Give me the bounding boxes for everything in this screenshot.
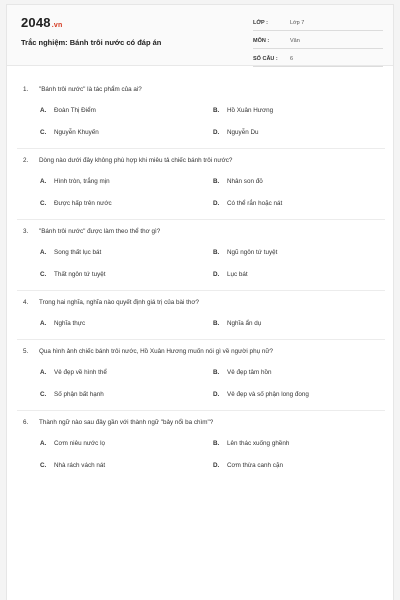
option-letter: D. [213, 462, 220, 469]
quiz-meta [253, 17, 383, 71]
option-b[interactable] [213, 249, 277, 256]
question-stem [23, 348, 273, 355]
site-logo[interactable] [21, 15, 62, 30]
option-d[interactable] [213, 200, 282, 207]
option-text: Nguyễn Du [227, 129, 259, 136]
option-letter: A. [40, 178, 47, 185]
question-stem [23, 157, 232, 164]
meta-label: MÔN : [253, 38, 270, 44]
question-text: Thành ngữ nào sau đây gần với thành ngữ "bảy nổi ba chìm"? [39, 419, 214, 426]
option-text: Thất ngôn tứ tuyệt [54, 271, 106, 278]
option-text: Song thất lục bát [54, 249, 102, 256]
meta-row-count [253, 53, 383, 67]
question-stem [23, 228, 160, 235]
option-text: Vẻ đẹp về hình thể [54, 369, 107, 376]
option-letter: A. [40, 440, 47, 447]
option-text: Vẻ đẹp tâm hồn [227, 369, 272, 376]
meta-row-subject [253, 35, 383, 49]
question-divider [17, 148, 385, 149]
option-text: Cơm thừa canh cặn [227, 462, 283, 469]
meta-label: SỐ CÂU : [253, 56, 278, 62]
option-letter: A. [40, 320, 47, 327]
meta-label: LỚP : [253, 20, 268, 26]
option-a[interactable] [40, 369, 107, 376]
option-letter: B. [213, 369, 220, 376]
option-text: Vẻ đẹp và số phận long đong [227, 391, 309, 398]
question-divider [17, 410, 385, 411]
option-b[interactable] [213, 440, 289, 447]
option-text: Lục bát [227, 271, 248, 278]
question-number: 4. [23, 299, 29, 306]
option-d[interactable] [213, 129, 259, 136]
option-letter: B. [213, 107, 220, 114]
option-letter: B. [213, 320, 220, 327]
question-divider [17, 339, 385, 340]
option-c[interactable] [40, 271, 105, 278]
option-text: Nghĩa thực [54, 320, 86, 327]
option-text: Hồ Xuân Hương [227, 107, 274, 114]
option-text: Cơm niêu nước lọ [54, 440, 105, 447]
logo-main: 2048 [21, 15, 51, 30]
question-number: 2. [23, 157, 29, 164]
option-c[interactable] [40, 391, 104, 398]
option-letter: A. [40, 369, 47, 376]
option-text: Nhân son đỏ [227, 178, 263, 185]
option-text: Hình tròn, trắng mịn [54, 178, 110, 185]
question-number: 6. [23, 419, 29, 426]
option-c[interactable] [40, 129, 99, 136]
option-letter: D. [213, 129, 220, 136]
option-b[interactable] [213, 369, 271, 376]
option-b[interactable] [213, 107, 273, 114]
option-text: Ngũ ngôn tứ tuyệt [227, 249, 278, 256]
question-stem [23, 419, 213, 426]
option-c[interactable] [40, 462, 105, 469]
option-a[interactable] [40, 178, 110, 185]
option-text: Nhà rách vách nát [54, 462, 106, 469]
option-text: Đoàn Thị Điểm [54, 107, 96, 114]
option-letter: B. [213, 440, 220, 447]
option-c[interactable] [40, 200, 112, 207]
option-text: Có thể rắn hoặc nát [227, 200, 283, 207]
question-text: Trong hai nghĩa, nghĩa nào quyết định giá trị của bài thơ? [39, 299, 200, 306]
option-d[interactable] [213, 271, 248, 278]
option-text: Nghĩa ẩn dụ [227, 320, 262, 327]
option-b[interactable] [213, 178, 263, 185]
option-letter: C. [40, 391, 47, 398]
quiz-header [7, 5, 393, 66]
option-letter: C. [40, 462, 47, 469]
option-a[interactable] [40, 320, 85, 327]
quiz-title: Trắc nghiệm: Bánh trôi nước có đáp án [21, 38, 162, 47]
option-text: Lên thác xuống ghềnh [227, 440, 290, 447]
meta-value: Văn [290, 38, 300, 44]
option-letter: C. [40, 271, 47, 278]
question-stem [23, 299, 199, 306]
option-letter: D. [213, 271, 220, 278]
question-number: 1. [23, 86, 29, 93]
option-letter: A. [40, 249, 47, 256]
question-text: "Bánh trôi nước" được làm theo thể thơ gì? [39, 228, 161, 235]
option-d[interactable] [213, 391, 309, 398]
question-number: 3. [23, 228, 29, 235]
question-divider [17, 290, 385, 291]
option-letter: C. [40, 129, 47, 136]
quiz-sheet [6, 4, 394, 600]
option-a[interactable] [40, 249, 101, 256]
option-letter: B. [213, 249, 220, 256]
option-a[interactable] [40, 440, 105, 447]
question-number: 5. [23, 348, 29, 355]
option-letter: B. [213, 178, 220, 185]
meta-value: 6 [290, 56, 294, 62]
logo-suffix: .vn [51, 22, 63, 29]
option-letter: C. [40, 200, 47, 207]
option-text: Số phận bất hạnh [54, 391, 104, 398]
meta-value: Lớp 7 [290, 20, 305, 26]
meta-row-class [253, 17, 383, 31]
option-b[interactable] [213, 320, 261, 327]
option-letter: D. [213, 200, 220, 207]
question-text: "Bánh trôi nước" là tác phẩm của ai? [39, 86, 142, 93]
question-divider [17, 219, 385, 220]
option-a[interactable] [40, 107, 96, 114]
option-letter: A. [40, 107, 47, 114]
question-text: Qua hình ảnh chiếc bánh trôi nước, Hồ Xuân Hương muốn nói gì về người phụ nữ? [39, 348, 274, 355]
option-d[interactable] [213, 462, 283, 469]
question-text: Dòng nào dưới đây không phù hợp khi miêu tả chiếc bánh trôi nước? [39, 157, 233, 164]
option-letter: D. [213, 391, 220, 398]
question-stem [23, 86, 142, 93]
option-text: Nguyễn Khuyến [54, 129, 99, 136]
option-text: Được hấp trên nước [54, 200, 112, 207]
